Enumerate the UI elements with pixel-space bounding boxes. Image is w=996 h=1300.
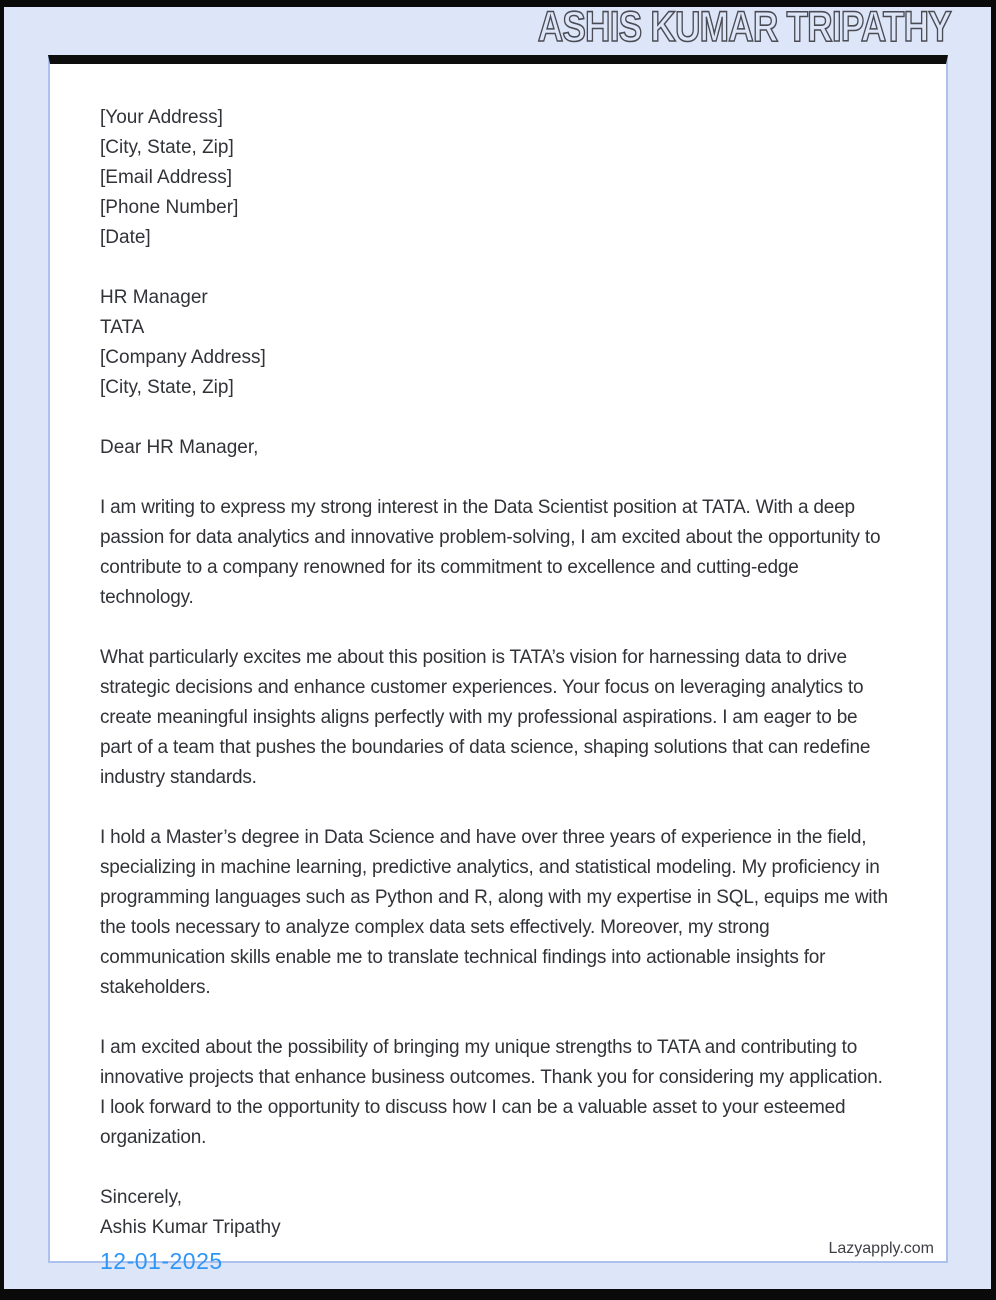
sender-address-block — [100, 103, 888, 253]
sender-address-line: [Phone Number] — [100, 197, 239, 218]
recipient-line: HR Manager — [100, 287, 208, 308]
sender-address-line: [City, State, Zip] — [100, 137, 234, 158]
page-title: ASHIS KUMAR TRIPATHY — [537, 3, 951, 51]
letter-content — [50, 64, 946, 1243]
body-paragraph: What particularly excites me about this position is TATA’s vision for harnessing data to drive strategic decisions and enhance customer experiences. Your focus on leveraging analytics to create meaningful insights aligns perfectly with my professional aspirations. I am eager to be part of a team that pushes the boundaries of data science, shaping solutions that can redefine industry standards. — [100, 647, 871, 788]
body-paragraph: I hold a Master’s degree in Data Science and have over three years of experience in the field, specializing in machine learning, predictive analytics, and statistical modeling. My proficiency in programming languages such as Python and R, along with my expertise in SQL, equips me with the tools necessary to analyze complex data sets effectively. Moreover, my strong communication skills enable me to translate technical findings into actionable insights for stakeholders. — [100, 827, 888, 998]
closing-block — [100, 1183, 888, 1243]
salutation: Dear HR Manager, — [100, 437, 259, 458]
recipient-line: [Company Address] — [100, 347, 266, 368]
body-paragraph: I am excited about the possibility of bringing my unique strengths to TATA and contributing to innovative projects that enhance business outcomes. Thank you for considering my application. I look forward to the opportunity to discuss how I can be a valuable asset to your esteemed organization. — [100, 1037, 883, 1148]
sender-address-line: [Date] — [100, 227, 151, 248]
sender-address-line: [Email Address] — [100, 167, 232, 188]
date-footer: 12-01-2025 — [100, 1248, 223, 1274]
header — [4, 3, 991, 55]
page-background — [4, 3, 991, 1289]
body-paragraph: I am writing to express my strong interest in the Data Scientist position at TATA. With a deep passion for data analytics and innovative problem-solving, I am excited about the opportunity to contribute to a company renowned for its commitment to excellence and cutting-edge technology. — [100, 497, 881, 608]
watermark: Lazyapply.com — [828, 1240, 934, 1257]
signature-name: Ashis Kumar Tripathy — [100, 1217, 281, 1238]
closing: Sincerely, — [100, 1187, 183, 1208]
recipient-line: TATA — [100, 317, 145, 338]
letter-sheet — [48, 55, 948, 1274]
sender-address-line: [Your Address] — [100, 107, 223, 128]
recipient-line: [City, State, Zip] — [100, 377, 234, 398]
recipient-address-block — [100, 283, 888, 403]
